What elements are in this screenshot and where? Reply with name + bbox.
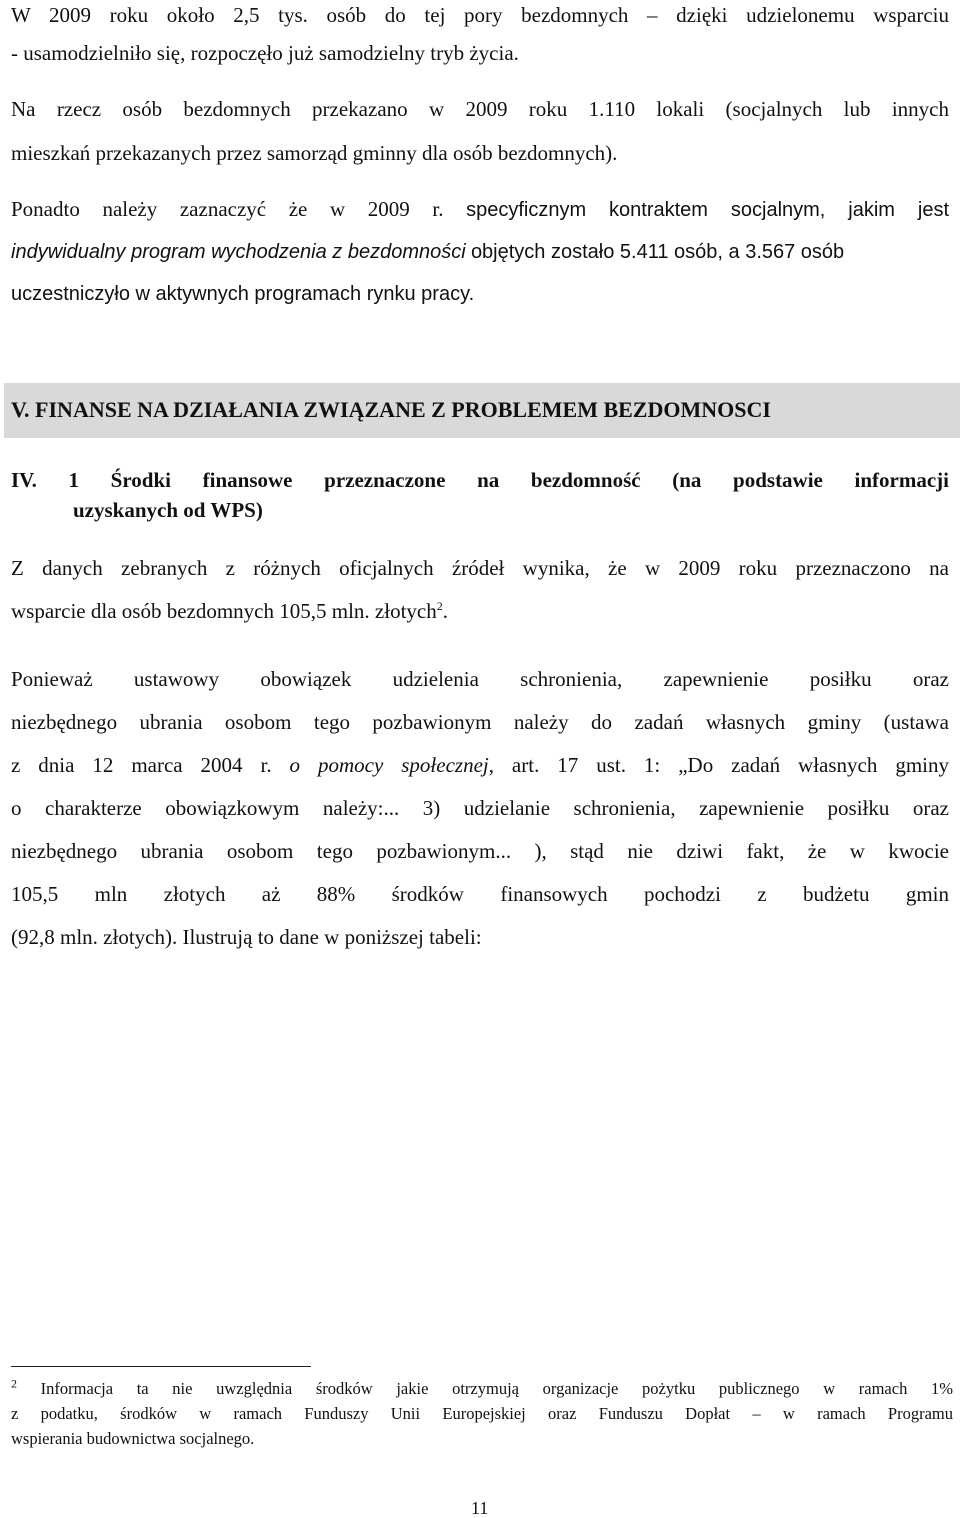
- paragraph-3-italic-phrase: indywidualny program wychodzenia z bezdomności: [11, 241, 466, 263]
- paragraph-1-line-1: W 2009 roku około 2,5 tys. osób do tej pory bezdomnych – dzięki udzielonemu wsparciu: [11, 3, 949, 27]
- paragraph-3-line-1-a: Ponadto należy zaznaczyć że w 2009 r.: [11, 197, 444, 221]
- paragraph-5-line-4: o charakterze obowiązkowym należy:... 3) udzielanie schronienia, zapewnienie posiłku oraz: [11, 796, 949, 820]
- paragraph-2-line-1: Na rzecz osób bezdomnych przekazano w 2009 roku 1.110 lokali (socjalnych lub innych: [11, 97, 949, 121]
- page-number: 11: [471, 1498, 489, 1518]
- footnote-line-1-text: Informacja ta nie uwzględnia środków jakie otrzymują organizacje pożytku publicznego w ramach 1%: [40, 1379, 953, 1398]
- paragraph-3-line-3: uczestniczyło w aktywnych programach rynku pracy.: [11, 283, 475, 305]
- paragraph-3-line-1-b: specyficznym kontraktem socjalnym, jakim jest: [466, 199, 950, 221]
- paragraph-5-line-6: 105,5 mln złotych aż 88% środków finansowych pochodzi z budżetu gmin: [11, 882, 949, 906]
- footnote-marker: 2: [11, 1376, 17, 1391]
- footnote-reference: 2: [436, 599, 443, 613]
- paragraph-5-line-7: (92,8 mln. złotych). Ilustrują to dane w poniższej tabeli:: [11, 925, 482, 949]
- subsection-heading-line-2: uzyskanych od WPS): [73, 498, 263, 522]
- paragraph-5-line-5: niezbędnego ubrania osobom tego pozbawionym... ), stąd nie dziwi fakt, że w kwocie: [11, 839, 949, 863]
- paragraph-4-line-2-end: .: [442, 599, 448, 623]
- paragraph-3-line-1: [11, 196, 949, 223]
- footnote-line-1: [11, 1378, 953, 1399]
- paragraph-5-line-2: niezbędnego ubrania osobom tego pozbawionym należy do zadań własnych gminy (ustawa: [11, 710, 949, 734]
- paragraph-1-line-2: - usamodzielniło się, rozpoczęło już samodzielny tryb życia.: [11, 41, 519, 65]
- subsection-heading-line-1: IV. 1 Środki finansowe przeznaczone na bezdomność (na podstawie informacji: [11, 468, 949, 492]
- paragraph-5-line-3-b: , art. 17 ust. 1: „Do zadań własnych gminy: [488, 753, 949, 777]
- footnote-separator: [11, 1366, 311, 1367]
- paragraph-2-line-2: mieszkań przekazanych przez samorząd gminny dla osób bezdomnych).: [11, 141, 618, 165]
- paragraph-5-line-1: Ponieważ ustawowy obowiązek udzielenia schronienia, zapewnienie posiłku oraz: [11, 667, 949, 691]
- paragraph-4-line-1: Z danych zebranych z różnych oficjalnych źródeł wynika, że w 2009 roku przeznaczono na: [11, 556, 949, 580]
- section-heading: V. FINANSE NA DZIAŁANIA ZWIĄZANE Z PROBLEMEM BEZDOMNOSCI: [11, 397, 771, 422]
- act-title-italic: o pomocy społecznej: [289, 753, 489, 777]
- paragraph-4-line-2: [11, 598, 448, 624]
- paragraph-4-line-2-text: wsparcie dla osób bezdomnych 105,5 mln. złotych: [11, 599, 437, 623]
- footnote-line-3: wspierania budownictwa socjalnego.: [11, 1429, 255, 1448]
- footnote-line-2: z podatku, środków w ramach Funduszy Unii Europejskiej oraz Funduszu Dopłat – w ramach Programu: [11, 1404, 953, 1423]
- paragraph-3-line-2-rest: objętych zostało 5.411 osób, a 3.567 osób: [470, 241, 845, 263]
- paragraph-5-line-3-a: z dnia 12 marca 2004 r.: [11, 753, 272, 777]
- paragraph-5-line-3: [11, 752, 949, 778]
- paragraph-3-line-2: [11, 238, 844, 265]
